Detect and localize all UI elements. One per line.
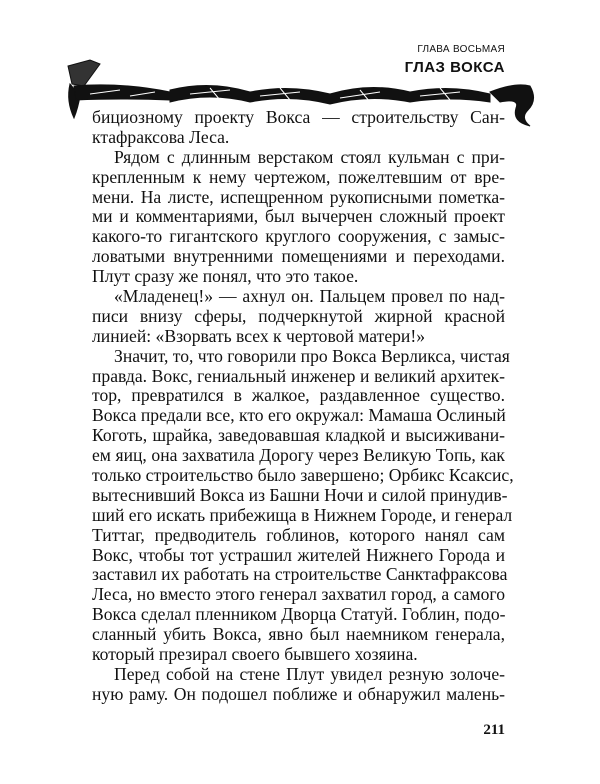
text-line: сланный убить Вокса, явно был наемником генерала, bbox=[92, 624, 505, 645]
text-line: Титтаг, предводитель гоблинов, которого нанял сам bbox=[92, 524, 505, 545]
text-line: Вокса предали все, кто его окружал: Мамаша Ослиный bbox=[92, 405, 506, 426]
text-line: «Младенец!» — ахнул он. Пальцем провел по над- bbox=[114, 286, 505, 307]
text-line: только строительство было завершено; Орбикс Ксаксис, bbox=[92, 465, 514, 486]
paragraph bbox=[92, 148, 505, 287]
text-line: бициозному проекту Вокса — строительству Сан- bbox=[92, 107, 505, 127]
text-line: мени. На листе, испещренном рукописными пометка- bbox=[92, 186, 505, 207]
text-line: ем яиц, она захватила Дорогу через Великую Топь, как bbox=[92, 445, 505, 466]
text-line: писи внизу сферы, подчеркнутой жирной красной bbox=[92, 305, 505, 326]
text-line: Коготь, шрайка, заведовавшая кладкой и высиживани- bbox=[92, 425, 505, 446]
text-line: который презирал своего бывшего хозяина. bbox=[92, 644, 418, 665]
paragraph bbox=[92, 287, 505, 347]
text-line: Леса, но вместо этого генерал захватил город, а самого bbox=[92, 584, 505, 605]
paragraph bbox=[92, 665, 505, 705]
page-number: 211 bbox=[483, 722, 505, 738]
text-line: ми и комментариями, был вычерчен сложный проект bbox=[92, 206, 505, 227]
text-line: ловатыми внутренними помещениями и переходами. bbox=[92, 246, 505, 267]
text-line: ктафраксова Леса. bbox=[92, 126, 230, 147]
chapter-label: ГЛАВА ВОСЬМАЯ bbox=[417, 44, 505, 55]
text-line: крепленным к нему чертежом, пожелтевшим от вре- bbox=[92, 166, 505, 187]
text-line: тор, превратился в жалкое, раздавленное существо. bbox=[92, 385, 505, 406]
chapter-title: ГЛАЗ ВОКСА bbox=[404, 59, 505, 76]
text-line: какого-то гигантского круглого сооружения, с замыс- bbox=[92, 226, 505, 247]
text-line: Значит, то, что говорили про Вокса Верликса, чистая bbox=[114, 345, 510, 366]
text-line: линией: «Взорвать всех к чертовой матери!» bbox=[92, 325, 426, 346]
text-line: Вокс, чтобы тот устрашил жителей Нижнего Города и bbox=[92, 544, 505, 565]
text-line: заставил их работать на строительстве Санктафраксова bbox=[92, 564, 508, 585]
text-line: Перед собой на стене Плут увидел резную золоче- bbox=[114, 663, 505, 684]
text-line: правда. Вокс, гениальный инженер и великий архитек- bbox=[92, 365, 505, 386]
text-line: ший его искать прибежища в Нижнем Городе, и генерал bbox=[92, 504, 513, 525]
text-line: Плут сразу же понял, что это такое. bbox=[92, 266, 359, 287]
paragraph bbox=[92, 345, 514, 665]
text-line: Вокса сделал пленником Дворца Статуй. Гоблин, подо- bbox=[92, 604, 506, 625]
text-line: Рядом с длинным верстаком стоял кульман с при- bbox=[114, 146, 505, 167]
text-line: ную раму. Он подошел поближе и обнаружил малень- bbox=[92, 683, 505, 704]
body-text bbox=[92, 107, 514, 705]
paragraph bbox=[92, 108, 505, 148]
text-line: вытеснивший Вокса из Башни Ночи и силой принудив- bbox=[92, 484, 508, 505]
